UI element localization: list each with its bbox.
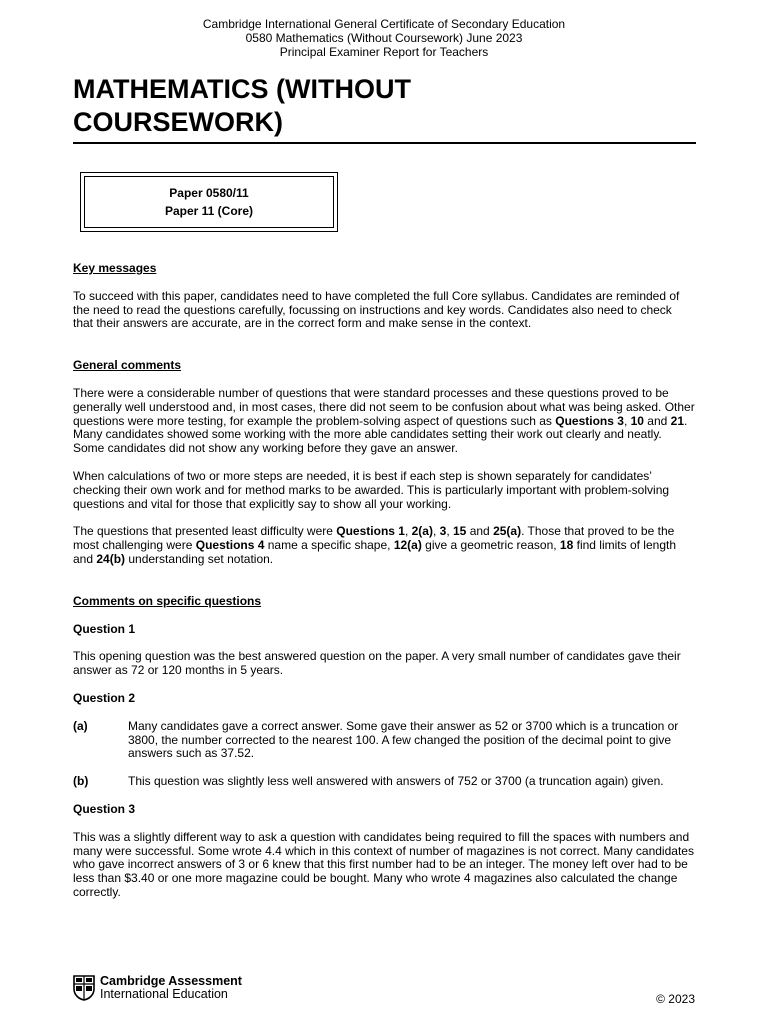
key-messages-heading: Key messages <box>73 261 157 275</box>
question-2-heading: Question 2 <box>73 690 136 705</box>
logo-line-1: Cambridge Assessment <box>100 974 242 988</box>
general-comments-heading: General comments <box>73 358 182 373</box>
paper-box <box>80 172 338 232</box>
key-messages-text: To succeed with this paper, candidates need to have completed the full Core syllabus. Candidates are reminded of the need to read the questions carefully, focussing on instructions and key words. Candidates also need to check that their answers are accurate, are in the correct form and make sense in the context. <box>73 288 680 331</box>
header-line-2: 0580 Mathematics (Without Coursework) June 2023 <box>245 31 523 45</box>
page-title <box>73 73 696 139</box>
report-body <box>73 262 695 900</box>
crest-icon <box>73 975 95 1001</box>
cambridge-logo <box>73 975 242 1001</box>
header-line-3: Principal Examiner Report for Teachers <box>279 45 489 59</box>
question-3-heading: Question 3 <box>73 801 136 816</box>
question-2a <box>73 720 695 761</box>
paper-name: Paper 11 (Core) <box>164 204 254 218</box>
question-1-heading: Question 1 <box>73 621 136 636</box>
logo-line-2: International Education <box>100 987 228 1001</box>
question-3-text: This was a slightly different way to ask a question with candidates being required to fill the spaces with numbers and many were successful. Some wrote 4.4 which in this context of number of magazines is not correct. Many candidates who gave incorrect answers of 3 or 6 knew that this first number had to be an integer. The money left over had to be less than $3.40 or one more magazine could be bought. Many who wrote 4 magazines also calculated the change correctly. <box>73 829 694 899</box>
paper-box-inner <box>84 176 334 228</box>
title-line-2: COURSEWORK) <box>73 107 283 137</box>
title-rule <box>73 142 696 144</box>
title-line-1: MATHEMATICS (WITHOUT <box>73 74 411 104</box>
question-2a-label: (a) <box>73 718 88 733</box>
specific-comments-heading: Comments on specific questions <box>73 593 262 608</box>
general-comments-p3: The questions that presented least difficulty were Questions 1, 2(a), 3, 15 and 25(a). Those that proved to be the most challenging were Questions 4 name a specific shape, 12(a) give a geometric reason, 18 find limits of length and 24(b) understanding set notation. <box>73 524 676 566</box>
general-comments-p1: There were a considerable number of questions that were standard processes and these questions proved to be generally well understood and, in most cases, there did not seem to be confusion about what was being asked. Other questions were more testing, for example the problem-solving aspect of questions such as Questions 3, 10 and 21. Many candidates showed some working with the more able candidates setting their work out clearly and neatly. Some candidates did not show any working before they gave an answer. <box>73 385 695 456</box>
question-2b-label: (b) <box>73 774 89 789</box>
question-2a-text: Many candidates gave a correct answer. Some gave their answer as 52 or 3700 which is a truncation or 3800, the number corrected to the nearest 100. A few changed the position of the decimal point to give answers such as 37.52. <box>128 718 679 761</box>
question-2b-text: This question was slightly less well answered with answers of 752 or 3700 (a truncation again) given. <box>128 774 664 789</box>
copyright: © 2023 <box>656 992 695 1006</box>
document-header <box>0 17 768 59</box>
question-2b <box>73 775 695 789</box>
question-1-text: This opening question was the best answered question on the paper. A very small number of candidates gave their answer as 72 or 120 months in 5 years. <box>73 649 681 678</box>
paper-code: Paper 0580/11 <box>169 186 249 200</box>
header-line-1: Cambridge International General Certificate of Secondary Education <box>202 17 566 31</box>
general-comments-p2: When calculations of two or more steps are needed, it is best if each step is shown separately for candidates’ checking their own work and for method marks to be awarded. This is particularly important with problem-solving questions and vital for those that explicitly say to show all your working. <box>73 468 670 511</box>
